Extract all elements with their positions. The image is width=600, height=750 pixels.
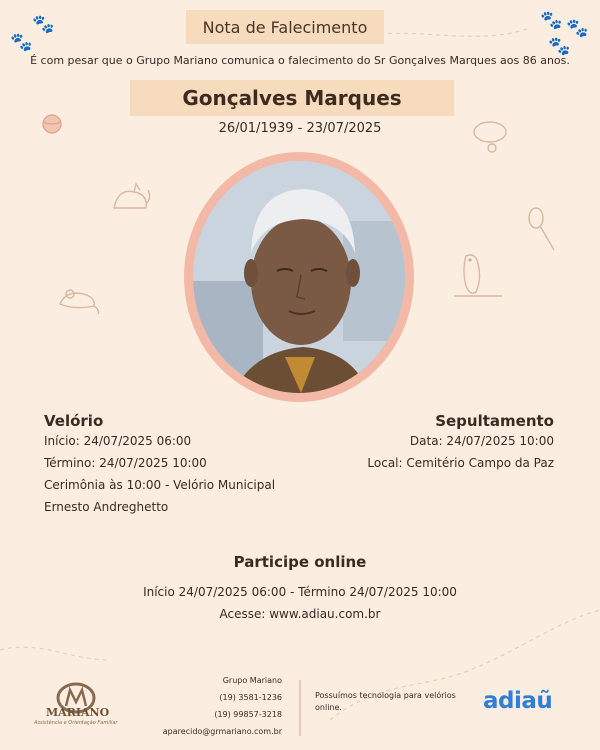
contact-company: Grupo Mariano — [222, 676, 282, 685]
online-section — [0, 553, 600, 625]
footer-divider — [299, 680, 301, 736]
velorio-title: Velório — [44, 412, 104, 430]
mariano-logo — [36, 680, 116, 728]
velorio-line: Término: 24/07/2025 10:00 — [44, 456, 207, 470]
name-band — [130, 80, 454, 116]
online-access[interactable]: Acesse: www.adiau.com.br — [219, 607, 381, 621]
brush-icon — [524, 206, 560, 256]
cat-icon — [108, 178, 154, 218]
header-title: Nota de Falecimento — [202, 17, 368, 37]
logo-text: MARIANO — [46, 706, 110, 719]
tech-text: Possuímos tecnologia para velórios online. — [315, 691, 456, 712]
life-dates: 26/01/1939 - 23/07/2025 — [218, 121, 382, 136]
sepultamento-line: Data: 24/07/2025 10:00 — [409, 434, 554, 448]
contacts-block — [150, 672, 282, 740]
online-title: Participe online — [233, 553, 367, 571]
sepultamento-title: Sepultamento — [435, 412, 554, 430]
velorio-line: Ernesto Andreghetto — [44, 500, 169, 514]
logo-tagline: Assistência e Orientação Familiar — [34, 720, 118, 726]
parrot-icon — [452, 250, 504, 310]
contact-phone[interactable]: (19) 3581-1236 — [219, 693, 282, 702]
velorio-line: Cerimônia às 10:00 - Velório Municipal — [44, 478, 276, 492]
sepultamento-section — [330, 412, 554, 474]
velorio-line: Início: 24/07/2025 06:00 — [44, 434, 192, 448]
portrait-photo — [193, 161, 405, 393]
paw-icon: 🐾 — [10, 32, 33, 53]
paw-icon: 🐾 — [540, 10, 563, 31]
paw-icon: 🐾 — [566, 18, 589, 39]
velorio-section — [44, 412, 294, 518]
deceased-name: Gonçalves Marques — [182, 86, 402, 110]
contact-phone[interactable]: (19) 99857-3218 — [214, 710, 282, 719]
header-ribbon — [186, 10, 384, 44]
paw-icon: 🐾 — [548, 36, 571, 57]
adiau-logo: adiaũ — [483, 688, 553, 714]
sepultamento-line: Local: Cemitério Campo da Paz — [367, 456, 554, 470]
mouse-icon — [54, 284, 102, 314]
paw-icon: 🐾 — [32, 14, 55, 35]
contact-email[interactable]: aparecido@grmariano.com.br — [162, 727, 282, 736]
online-schedule: Início 24/07/2025 06:00 - Término 24/07/2025 10:00 — [143, 585, 457, 599]
intro-text: É com pesar que o Grupo Mariano comunica o falecimento do Sr Gonçalves Marques aos 86 anos. — [30, 54, 570, 67]
